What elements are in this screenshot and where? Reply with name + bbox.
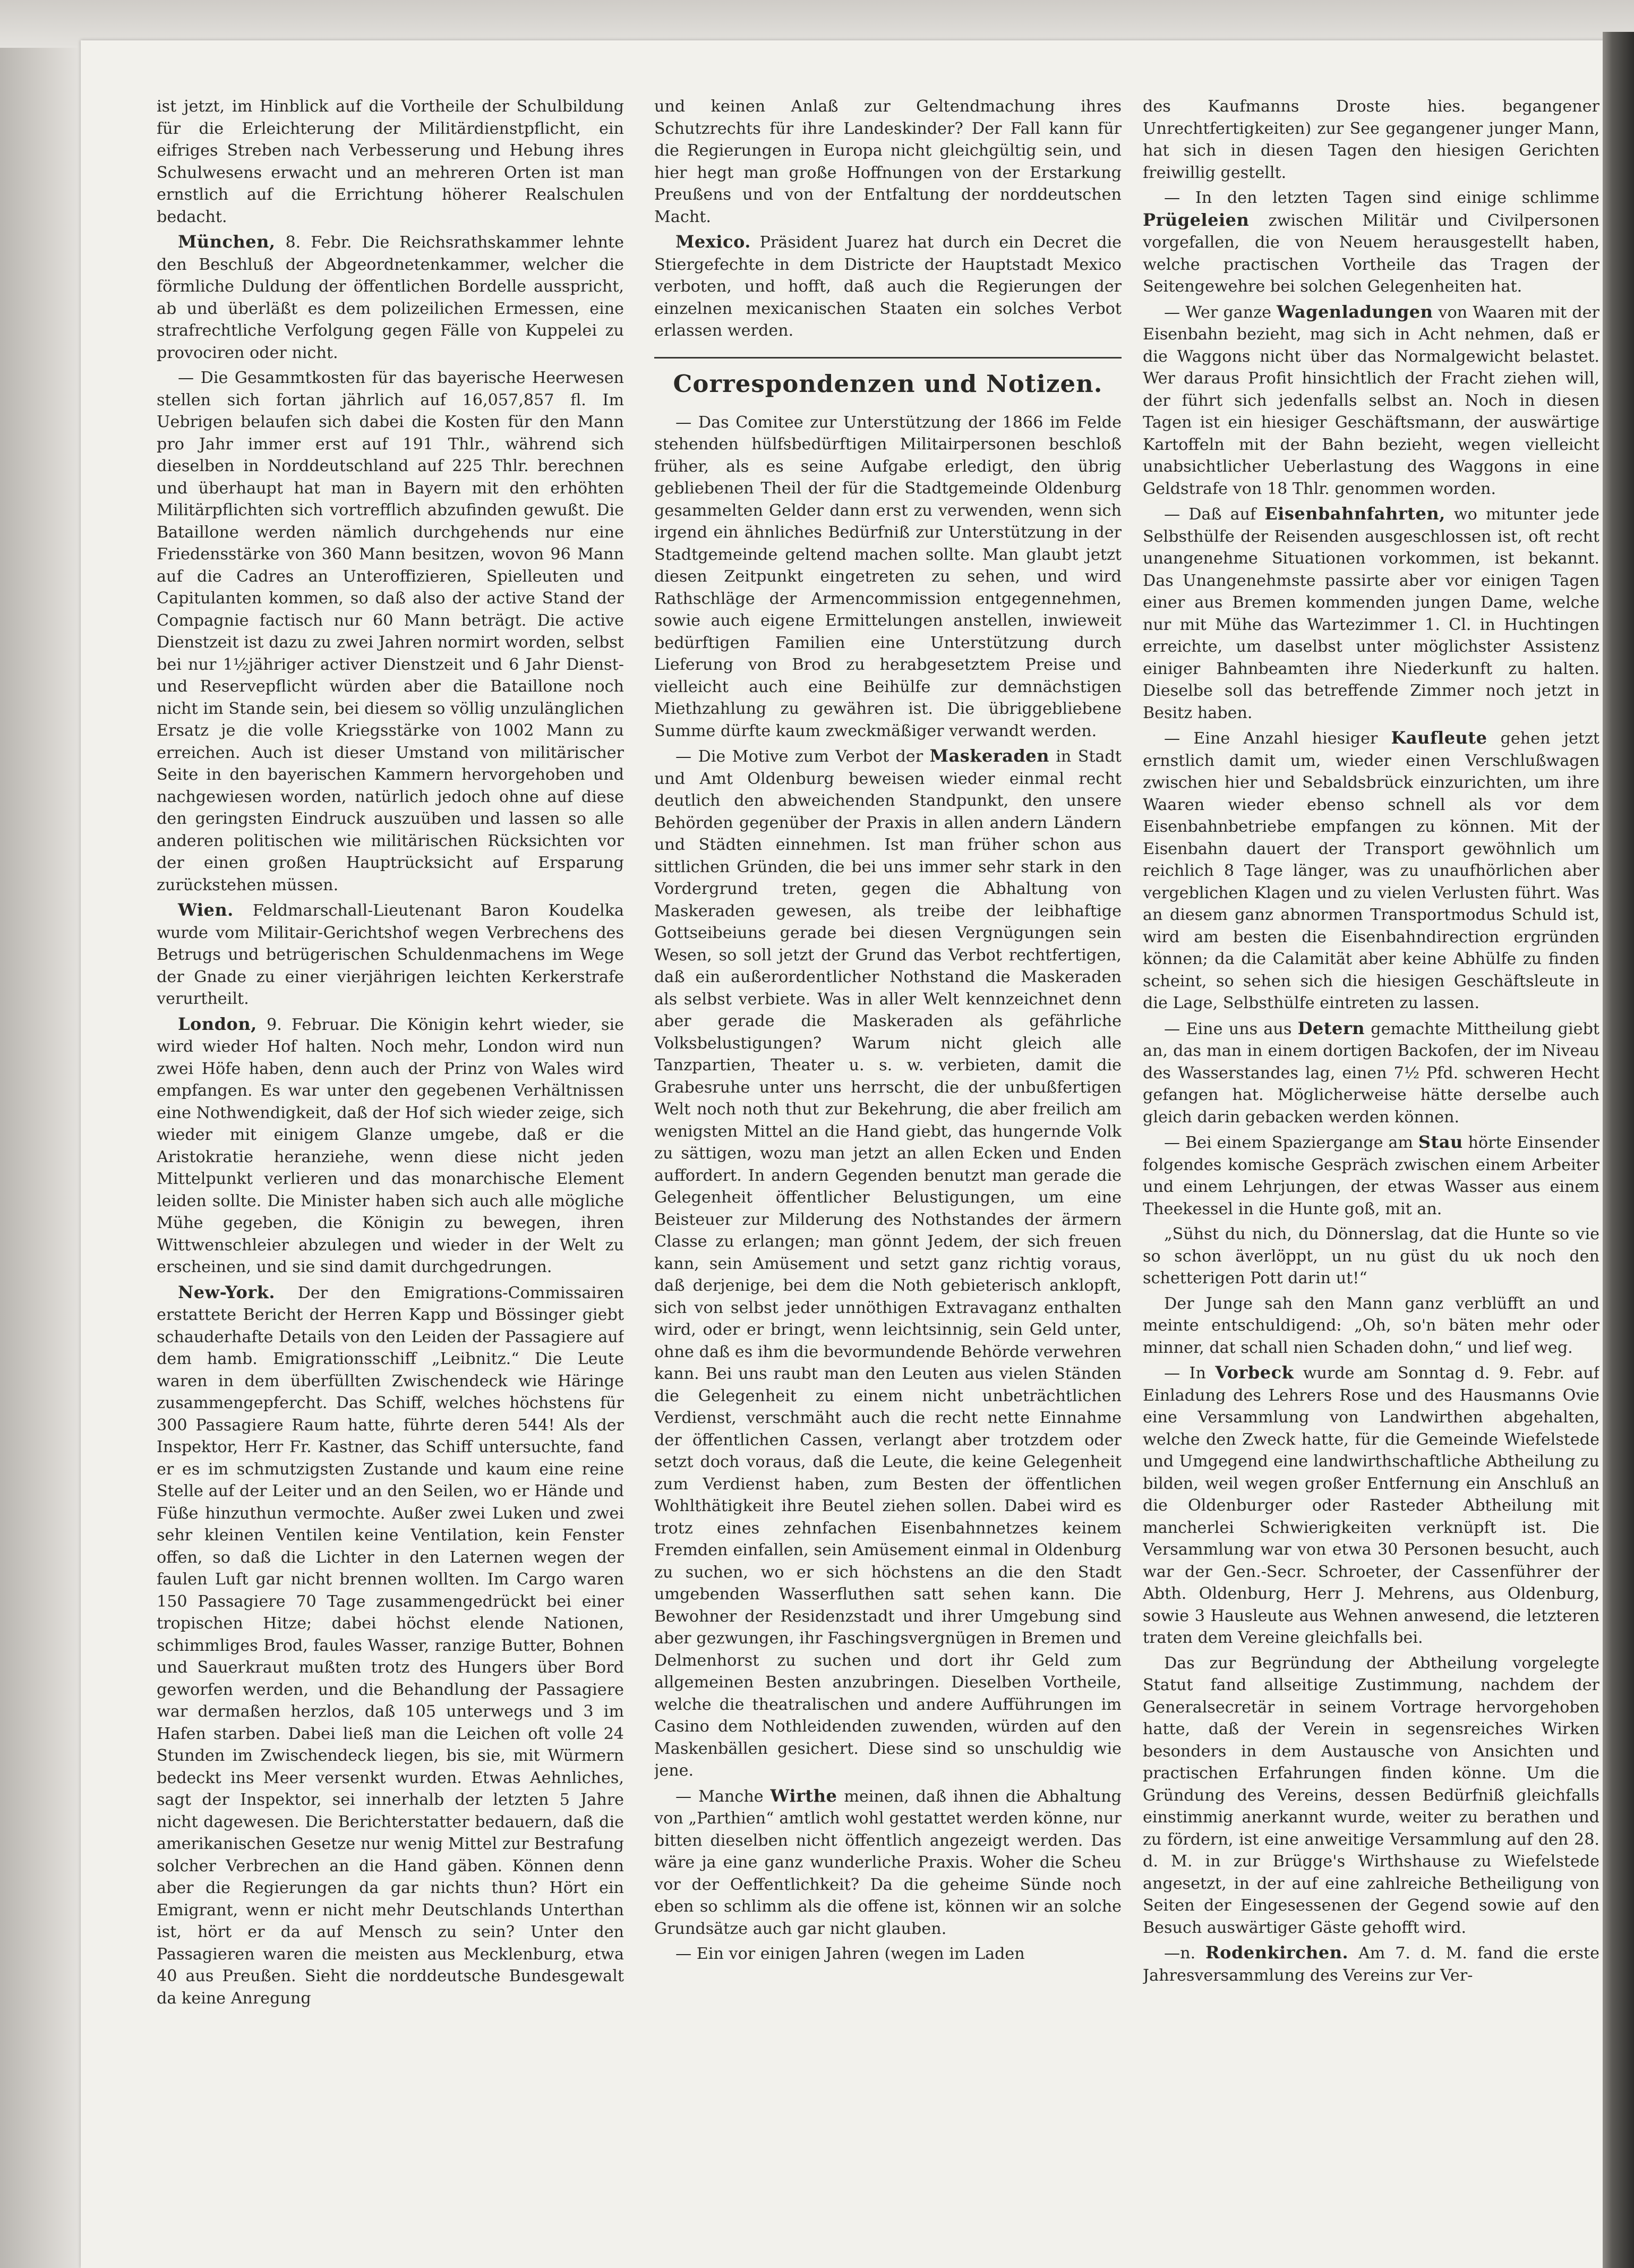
dateline-keyword: London, [178,1013,257,1034]
article-paragraph [1143,1652,1599,1939]
paragraph-text: 9. Februar. Die Königin kehrt wieder, sie wird wieder Hof halten. Noch mehr, London wird nun zwei Höfe haben, denn auch der Prinz von Wales wird empfangen. Es war unter den gegebenen Verhältnissen eine Nothwendigkeit, daß der Hof sich wieder zeige, sich wieder mit einigem Glanze umgebe, daß er die Aristokratie heranziehe, wenn diese nicht jeden Mittelpunkt verlieren und das monarchische Element leiden sollte. Die Minister haben sich auch alle mögliche Mühe gegeben, die Königin zu bewegen, ihren Wittwenschleier abzulegen und wieder in der Welt zu erscheinen, und sie sind damit durchgedrungen. [157,1015,624,1276]
dateline-keyword: Wagenladungen [1277,301,1433,322]
paragraph-text: Feldmarschall-Lieutenant Baron Koudelka wurde vom Militair-Gerichtshof wegen Verbrechens des Betrugs und betrügerischen Schuldenmachens im Wege der Gnade zu einer vierjährigen leichten Kerkerstrafe verurtheilt. [157,901,624,1008]
column-left [157,96,624,2199]
article-paragraph [654,96,1122,228]
column-right [1143,96,1599,2199]
article-paragraph [1143,503,1599,724]
paragraph-text: — Manche [675,1787,771,1806]
dateline-keyword: Vorbeck [1215,1362,1294,1383]
dateline-keyword: Stau [1418,1132,1463,1152]
paragraph-text: gehen jetzt ernstlich damit um, wieder einen Verschlußwagen zwischen hier und Sebaldsbrück einzurichten, um ihre Waaren wieder ebenso schnell als vor dem Eisenbahnbetriebe empfangen zu können. Mit der Eisenbahn dauert der Transport gewöhnlich um reichlich 8 Tage länger, was zu unaufhörlichen aber vergeblichen Klagen und zu vielen Verlusten führt. Was an diesem ganz abnormen Transportmodus Schuld ist, wird am besten die Eisenbahndirection ergründen können; da die Calamität aber keine Abhülfe zu finden scheint, so sehen sich die hiesigen Geschäftsleute in die Lage, Selbsthülfe eintreten zu lassen. [1143,729,1599,1012]
article-paragraph [1143,1131,1599,1220]
book-spine-shadow [1603,32,1634,2268]
dateline-keyword: Prügeleien [1143,209,1250,230]
paragraph-text: meinen, daß ihnen die Abhaltung von „Parthien“ amtlich wohl gestattet werden könne, nur bitten dieselben nicht öffentlich angezeigt werden. Das wäre ja eine ganz wunderliche Praxis. Woher die Scheu vor der Oeffentlichkeit? Da die geheime Sünde noch eben so schlimm als die offene ist, können wir an solche Grundsätze auch gar nicht glauben. [654,1787,1122,1938]
article-paragraph [1143,727,1599,1014]
scan-background-left [0,0,81,2268]
paragraph-text: Das zur Begründung der Abtheilung vorgelegte Statut fand allseitige Zustimmung, nachdem der Generalsecretär in seinem Vortrage hervorgehoben hatte, daß der Verein in segensreiches Wirken besonders in dem Austausche von Ansichten und practischen Erfahrungen finden könne. Um die Gründung des Vereins, dessen Bedürfniß gleichfalls einstimmig anerkannt wurde, weiter zu berathen und zu fördern, ist eine anweitige Versammlung auf den 28. d. M. in zur Brügge's Wirthshause zu Wiefelstede angesetzt, in der auf eine zahlreiche Betheiligung von Seiten der Eingesessenen der Gegend sowie auf den Besuch auswärtiger Gäste gehofft wird. [1143,1653,1599,1937]
paragraph-text: und keinen Anlaß zur Geltendmachung ihres Schutzrechts für ihre Landeskinder? Der Fall kann für die Regierungen in Europa nicht gleichgültig sein, und hier hegt man große Hoffnungen von der Erstarkung Preußens und von der Entfaltung der norddeutschen Macht. [654,97,1122,226]
paragraph-text: Der Junge sah den Mann ganz verblüfft an und meinte entschuldigend: „Oh, so'n bäten mehr oder minner, dat schall nien Schaden dohn,“ und lief weg. [1143,1294,1599,1357]
article-paragraph [1143,1293,1599,1359]
article-paragraph [654,1785,1122,1940]
article-paragraph [157,1282,624,2010]
paragraph-text: — Ein vor einigen Jahren (wegen im Laden [675,1945,1025,1963]
article-paragraph [157,231,624,364]
paragraph-text: Der den Emigrations-Commissairen erstattete Bericht der Herren Kapp und Bössinger giebt schauderhafte Details von den Leiden der Passagiere auf dem hamb. Emigrationsschiff „Leibnitz.“ Die Leute waren in dem überfüllten Zwischendeck wie Häringe zusammengepfercht. Das Schiff, welches höchstens für 300 Passagiere Raum hatte, führte deren 544! Als der Inspektor, Herr Fr. Kastner, das Schiff untersuchte, fand er es im schmutzigsten Zustande und kaum eine reine Stelle auf der Leiter und an den Seilen, wo er Hände und Füße hinzuthun vermochte. Außer zwei Luken und zwei sehr kleinen Ventilen keine Ventilation, kein Fenster offen, so daß die Lichter in den Laternen wegen der faulen Luft gar nicht brennen wollten. Im Cargo waren 150 Passagiere 70 Tage zusammengedrückt bei einer tropischen Hitze; dabei höchst elende Nationen, schimmliges Brod, faules Wasser, ranzige Butter, Bohnen und Sauerkraut mußten trotz des Hungers über Bord geworfen werden, und die Behandlung der Passagiere war dermaßen herzlos, daß 105 unterwegs und 3 im Hafen starben. Dabei ließ man die Leichen oft volle 24 Stunden im Zwischendeck liegen, bis sie, mit Würmern bedeckt ins Meer versenkt wurden. Etwas Aehnliches, sagt der Inspektor, sei innerhalb der letzten 5 Jahre nicht dagewesen. Die Berichterstatter bedauern, daß die amerikanischen Gesetze nur wenig Mittel zur Bestrafung solcher Verbrechen an die Hand gäben. Können denn aber die Regierungen da gar nichts thun? Hört ein Emigrant, wenn er nicht mehr Deutschlands Unterthan ist, hört er da auf Mensch zu sein? Unter den Passagieren waren die meisten aus Mecklenburg, etwa 40 aus Preußen. Sieht die norddeutsche Bundesgewalt da keine Anregung [157,1283,624,2008]
article-paragraph [654,745,1122,1782]
dateline-keyword: Eisenbahnfahrten, [1264,504,1445,524]
paragraph-text: — Die Gesammtkosten für das bayerische Heerwesen stellen sich fortan jährlich auf 16,057,857 fl. Im Uebrigen belaufen sich dabei die Kosten für den Mann pro Jahr immer erst auf 191 Thlr., während sich dieselben in Norddeutschland auf 225 Thlr. berechnen und überhaupt hat man in Bayern mit den erhöhten Militärpflichten sich vortrefflich abzufinden gewußt. Die Bataillone werden nämlich durchgehends nur eine Friedensstärke von 360 Mann besitzen, wovon 96 Mann auf die Cadres an Unteroffizieren, Spielleuten und Capitulanten kommen, so daß also der active Stand der Compagnie factisch nur 60 Mann beträgt. Die active Dienstzeit ist dazu zu zwei Jahren normirt worden, selbst bei nur 1½jähriger activer Dienstzeit und 6 Jahr Dienst- und Reservepflicht würden aber die Bataillone noch nicht im Stande sein, bei diesem so völlig unzulänglichen Ersatz je die volle Kriegsstärke von 1002 Mann zu erreichen. Auch ist dieser Umstand von militärischer Seite in den bayerischen Kammern hervorgehoben und nachgewiesen worden, natürlich jedoch ohne auf diese den geringsten Eindruck auszuüben und lassen so alle anderen politischen wie militärischen Rücksichten vor der einen großen Hauptrücksicht auf Ersparung zurückstehen müssen. [157,369,624,894]
paragraph-text: — In den letzten Tagen sind einige schlimme [1164,189,1599,207]
dateline-keyword: Mexico. [675,232,751,252]
paragraph-text: zwischen Militär und Civilpersonen vorgefallen, die von Neuem herausgestellt haben, welche practischen Vortheile das Tragen der Seitengewehre bei solchen Gelegenheiten hat. [1143,211,1599,296]
dateline-keyword: Detern [1297,1018,1365,1038]
section-divider [654,357,1122,359]
dateline-keyword: Wien. [178,900,234,920]
dateline-keyword: München, [178,232,276,252]
article-paragraph [654,412,1122,743]
paragraph-text: — Daß auf [1164,505,1265,524]
column-middle [654,96,1122,2199]
paragraph-text: des Kaufmanns Droste hies. begangener Unrechtfertigkeiten) zur See gegangener junger Mann, hat sich in diesen Tagen den hiesigen Gerichten freiwillig gestellt. [1143,97,1599,182]
paragraph-text: — Die Motive zum Verbot der [675,747,930,766]
article-paragraph [1143,187,1599,298]
article-paragraph [654,1943,1122,1965]
author-signature: —n. [1164,1944,1206,1963]
article-paragraph [157,96,624,228]
paragraph-text: — Das Comitee zur Unterstützung der 1866 im Felde stehenden hülfsbedürftigen Militairpersonen beschloß früher, als es seine Aufgabe erledigt, den übrig gebliebenen Theil der für die Stadtgemeinde Oldenburg gesammelten Gelder dann erst zu verwenden, wenn sich irgend ein ähnliches Bedürfniß zur Unterstützung in der Stadtgemeinde geltend machen sollte. Man glaubt jetzt diesen Zeitpunkt eingetreten zu sehen, und wird Rathschläge der Armencommission entgegennehmen, sowie auch eigene Ermittelungen anstellen, inwieweit bedürftigen Familien eine Unterstützung durch Lieferung von Brod zu herabgesetztem Preise und vielleicht auch eine Beihülfe zur demnächstigen Miethzahlung zu gewähren ist. Die übriggebliebene Summe dürfte kaum zweckmäßiger verwandt werden. [654,413,1122,740]
article-paragraph [157,1013,624,1278]
paragraph-text: — In [1164,1364,1216,1383]
article-paragraph [1143,1362,1599,1649]
article-paragraph [1143,1223,1599,1290]
article-paragraph [1143,301,1599,500]
dateline-keyword: Wirthe [770,1785,837,1806]
paragraph-text: von Waaren mit der Eisenbahn bezieht, mag sich in Acht nehmen, daß er die Waggons nicht über das Normalgewicht belastet. Wer daraus Profit hinsichtlich der Fracht ziehen will, der führt sich jedenfalls selbst an. Noch in diesen Tagen ist ein hiesiger Geschäftsmann, der auswärtige Kartoffeln mit der Bahn bezieht, wegen vielleicht unabsichtlicher Ueberlastung des Waggons in eine Geldstrafe von 18 Thlr. genommen worden. [1143,303,1599,498]
article-paragraph [1143,1018,1599,1129]
paragraph-text: gemachte Mittheilung giebt an, das man in einem dortigen Backofen, der im Niveau des Wasserstandes lag, einen 7½ Pfd. schweren Hecht gefangen hat. Möglicherweise hätte derselbe auch gleich darin gebacken werden können. [1143,1019,1599,1127]
paragraph-text: — Eine uns aus [1164,1019,1298,1038]
article-paragraph [157,899,624,1010]
paragraph-text: in Stadt und Amt Oldenburg beweisen wieder einmal recht deutlich den abweichenden Standpunkt, den unsere Behörden gegenüber der Praxis in allen andern Ländern und Städten einnehmen. Ist man früher schon aus sittlichen Gründen, die bei uns immer sehr stark in den Vordergrund treten, gegen die Abhaltung von Maskeraden gewesen, als treibe der leibhaftige Gottseibeiuns gerade bei diesen Vergnügungen sein Wesen, so soll jetzt der Grund das Verbot rechtfertigen, daß ein außerordentlicher Nothstand die Maskeraden als selbst verbiete. Was in aller Welt kennzeichnet denn aber gerade die Maskeraden als gefährliche Volksbelustigungen? Warum nicht gleich alle Tanzpartien, Theater u. s. w. verbieten, damit die Grabesruhe unter uns herrscht, die der unbußfertigen Welt noch noth thut zur Bekehrung, die aber freilich am wenigsten Mittel an die Hand giebt, das hungernde Volk zu sättigen, wozu man jetzt an allen Ecken und Enden auffordert. In andern Gegenden benutzt man gerade die Gelegenheit öffentlicher Belustigungen, um eine Beisteuer zur Milderung des Nothstandes der ärmern Classe zu erlangen; man gönnt Jedem, der sich freuen kann, sein Amüsement und setzt ganz richtig voraus, daß derjenige, bei dem die Noth gebieterisch anklopft, sich von selbst jeder unnöthigen Extravaganz enthalten wird, oder er bringt, wenn leichtsinnig, sein Geld unter, ohne daß es ihm die bevormundende Behörde verwehren kann. Bei uns raubt man den Leuten aus vielen Ständen die Gelegenheit zu einem nicht unbeträchtlichen Verdienst, verschmäht auch die recht nette Einnahme der öffentlichen Cassen, verlangt aber trotzdem oder setzt doch voraus, daß die Leute, die keine Gelegenheit zum Verdienst haben, zum Besten der öffentlichen Wohlthätigkeit ihre Beutel ziehen sollen. Dabei wird es trotz eines zehnfachen Eisenbahnnetzes keinem Fremden einfallen, sein Amüsement einmal in Oldenburg zu suchen, wo er sich höchstens an die den Stadt umgebenden Wasserfluthen satt sehen kann. Die Bewohner der Residenzstadt und ihrer Umgebung sind aber gezwungen, ihr Faschingsvergnügen in Bremen und Delmenhorst zu suchen und dort ihr Geld zum allgemeinen Besten anzubringen. Dieselben Vortheile, welche die theatralischen und andere Aufführungen im Casino dem Nothleidenden zuwenden, würden auf den Maskenbällen gesichert. Diese sind so unschuldig wie jene. [654,747,1122,1780]
article-paragraph [1143,1942,1599,1986]
section-heading: Correspondenzen und Notizen. [673,369,1103,398]
paragraph-text: — Bei einem Spaziergange am [1164,1133,1418,1152]
dateline-keyword: Maskeraden [929,746,1049,766]
paragraph-text: wo mitunter jede Selbsthülfe der Reisenden ausgeschlossen ist, oft recht unangenehme Situationen vorkommen, ist bekannt. Das Unangenehmste passirte aber vor einigen Tagen einer aus Bremen kommenden jungen Dame, welche nur mit Mühe das Wartezimmer 1. Cl. in Huchtingen erreichte, um daselbst unter möglichster Assistenz einiger Bahnbeamten ihre Niederkunft zu halten. Dieselbe soll das betreffende Zimmer noch jetzt in Besitz haben. [1143,505,1599,722]
article-paragraph [1143,96,1599,184]
paragraph-text: Präsident Juarez hat durch ein Decret die Stiergefechte in dem Districte der Hauptstadt Mexico verboten, und hofft, daß auch die Regierungen der einzelnen mexicanischen Staaten ein solches Verbot erlassen werden. [654,233,1122,340]
dateline-keyword: Rodenkirchen. [1205,1942,1349,1963]
article-paragraph [157,367,624,896]
paragraph-text: hörte Einsender folgendes komische Gespräch zwischen einem Arbeiter und einem Lehrjungen, der etwas Wasser aus einem Theekessel in die Hunte goß, mit an. [1143,1133,1599,1218]
paragraph-text: ist jetzt, im Hinblick auf die Vortheile der Schulbildung für die Erleichterung der Militärdienstpflicht, ein eifriges Streben nach Verbesserung und Hebung ihres Schulwesens erwacht und an mehreren Orten ist man ernstlich auf die Errichtung höherer Realschulen bedacht. [157,97,624,226]
paragraph-text: 8. Febr. Die Reichsrathskammer lehnte den Beschluß der Abgeordnetenkammer, welcher die förmliche Duldung der öffentlichen Bordelle ausspricht, ab und überläßt es dem polizeilichen Ermessen, eine strafrechtliche Verfolgung gegen Fälle von Kuppelei zu provociren oder nicht. [157,233,624,362]
dateline-keyword: Kaufleute [1391,728,1487,748]
paragraph-text: — Wer ganze [1164,303,1277,322]
article-paragraph [654,231,1122,342]
dateline-keyword: New-York. [178,1282,275,1302]
paragraph-text: „Sühst du nich, du Dönnerslag, dat die Hunte so vie so schon äverlöppt, un nu güst du uk noch den schetterigen Pott darin ut!“ [1143,1225,1599,1288]
paragraph-text: Am 7. d. M. fand die erste Jahresversammlung des Vereins zur Ver- [1143,1944,1599,1985]
paragraph-text: wurde am Sonntag d. 9. Febr. auf Einladung des Lehrers Rose und des Hausmanns Ovie eine Versammlung von Landwirthen abgehalten, welche den Zweck hatte, für die Gemeinde Wiefelstede und Umgegend eine landwirthschaftliche Abtheilung zu bilden, weil wegen großer Entfernung ein Anschluß an die Oldenburger oder Rastеder Abtheilung mit mancherlei Schwierigkeiten verknüpft ist. Die Versammlung war von etwa 30 Personen besucht, auch war der Gen.-Secr. Schroeter, der Cassenführer der Abth. Oldenburg, Herr J. Mehrens, aus Oldenburg, sowie 3 Hausleute aus Wehnen anwesend, die letzteren traten dem Vereine gleichfalls bei. [1143,1364,1599,1647]
paragraph-text: — Eine Anzahl hiesiger [1164,729,1391,748]
